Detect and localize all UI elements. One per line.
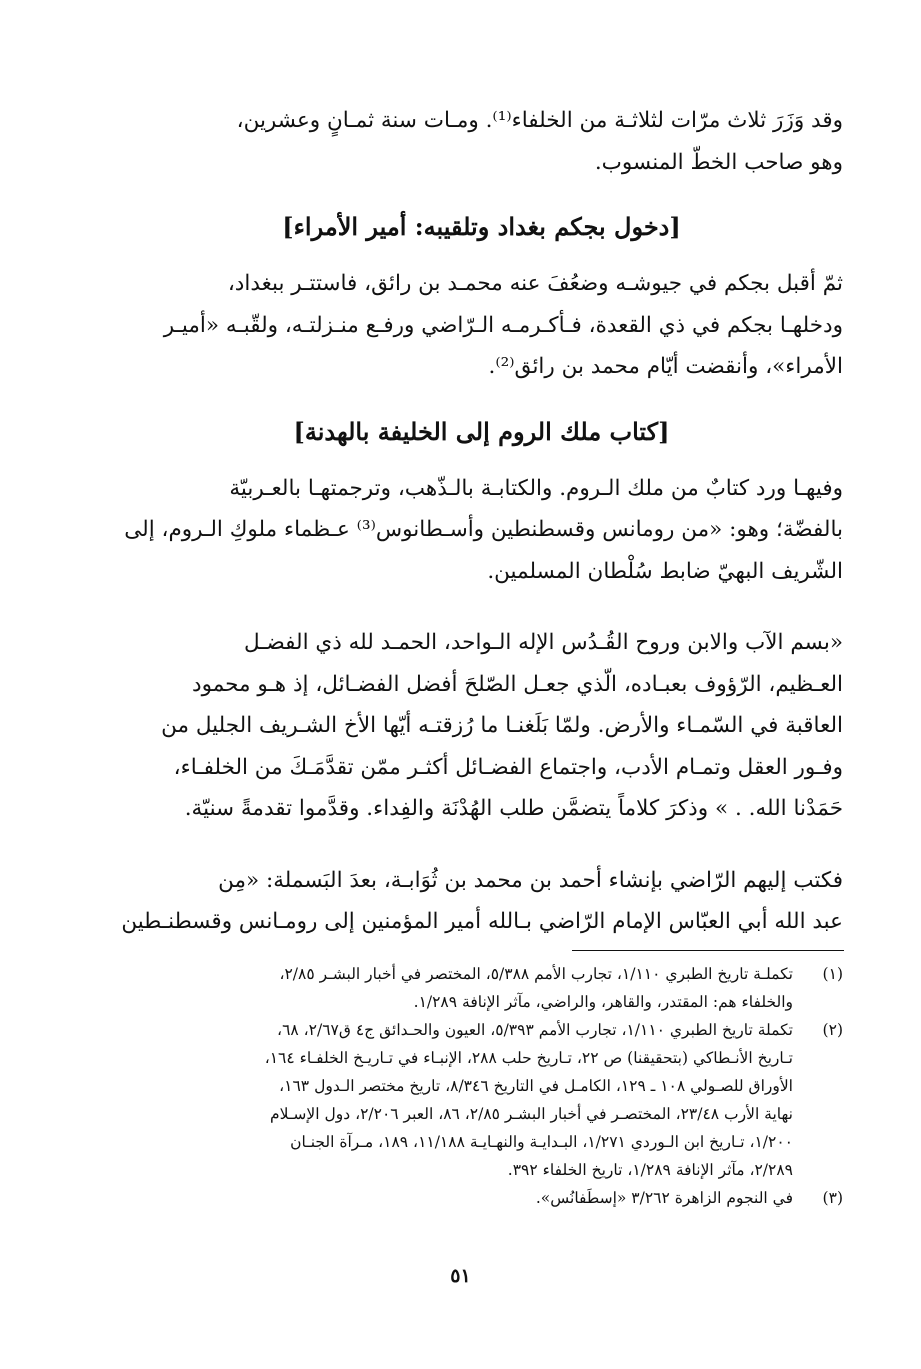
footnote-line: ١/٢٠٠، تـاريخ ابن الـوردي ١/٢٧١، البـدايـة والنهـايـة ١١/١٨٨، ١٨٩، مـرآة الجنـان <box>290 1133 793 1151</box>
text-line: وفيهـا ورد كتابٌ من ملك الـروم. والكتابـة بالـذّهب، وترجمتهـا بالعـربيّة <box>229 475 843 501</box>
footnote-3 <box>120 1184 843 1212</box>
paragraph-radi-reply <box>120 860 843 943</box>
text-line: الأمراء»، وأنقضت أيّام محمد بن رائق⁽²⁾. <box>488 354 843 379</box>
footnote-number: (٢) <box>822 1021 843 1039</box>
footnote-separator <box>572 950 844 951</box>
text-line: ثمّ أقبل بجكم في جيوشـه وضعُفَ عنه محمـد بن رائق، فاستتـر ببغداد، <box>227 271 843 296</box>
footnote-text <box>120 1016 793 1184</box>
page-number: ٥١ <box>450 1265 471 1287</box>
footnote-line: ٢/٢٨٩، مآثر الإنافة ١/٢٨٩، تاريخ الخلفاء ٣٩٢. <box>507 1161 793 1179</box>
footnote-text <box>120 1184 793 1212</box>
text-line: حَمَدْنا الله. . » وذكرَ كلاماً يتضمَّن طلب الهُدْنَة والفِداء. وقدَّموا تقدمةً سنيّة. <box>184 796 843 821</box>
text-line: العاقبة في السّمـاء والأرض. ولمّا بَلَغنـا ما رُزقتـه أيّها الأخ الشـريف الجليل من <box>161 713 843 738</box>
text-line: ودخلهـا بجكم في ذي القعدة، فـأكـرمـه الـرّاضي ورفـع منـزلتـه، ولقّبـه «أميـر <box>163 312 843 338</box>
text-line: وهو صاحب الخطّ المنسوب. <box>594 149 843 175</box>
footnote-line: تكملـة تاريخ الطبري ١/١١٠، تجارب الأمم ٥/٣٨٨، المختصر في أخبار البشـر ٢/٨٥، <box>279 965 793 983</box>
footnote-line: نهاية الأرب ٢٣/٤٨، المختصـر في أخبار البشـر ٢/٨٥، ٨٦، العبر ٢/٢٠٦، دول الإسـلام <box>270 1105 793 1123</box>
text-line: فكتب إليهم الرّاضي بإنشاء أحمد بن محمد بن ثُوَابـة، بعدَ البَسملة: «مِن <box>218 867 843 893</box>
footnote-line: الأوراق للصـولي ١٠٨ ـ ١٢٩، الكامـل في التاريخ ٨/٣٤٦، تاريخ مختصر الـدول ١٦٣، <box>279 1077 793 1095</box>
footnotes <box>120 960 843 1212</box>
footnote-2 <box>120 1016 843 1184</box>
section-heading-byzantine-letter: [كتاب ملك الروم إلى الخليفة بالهدنة] <box>293 416 670 446</box>
text-line: وفـور العقل وتمـام الأدب، واجتماع الفضـائل أكثـر ممّن تقدَّمَـكَ من الخلفـاء، <box>173 754 843 780</box>
paragraph-bajkam-baghdad <box>120 263 843 388</box>
section-heading-bajkam: [دخول بجكم بغداد وتلقيبه: أمير الأمراء] <box>282 212 681 241</box>
footnote-number: (١) <box>822 965 843 983</box>
text-line: عبد الله أبي العبّاس الإمام الرّاضي بـالله أمير المؤمنين إلى رومـانس وقسطنـطين <box>121 909 843 934</box>
paragraph-letter-arrival <box>120 468 843 593</box>
text-line: وقد وَزَرَ ثلاث مرّات لثلاثـة من الخلفاء⁽¹⁾. ومـات سنة ثمـانٍ وعشرين، <box>236 108 843 133</box>
text-line: الشّريف البهيّ ضابط سُلْطان المسلمين. <box>487 558 843 584</box>
footnote-number: (٣) <box>822 1189 843 1207</box>
main-text <box>120 100 843 943</box>
text-line: بالفضّة؛ وهو: «من رومانس وقسطنطين وأسـطانوس⁽³⁾ عـظماء ملوكِ الـروم، إلى <box>124 517 843 542</box>
paragraph-letter-quote <box>120 622 843 830</box>
paragraph-vizier-death <box>120 100 843 183</box>
footnote-line: والخلفاء هم: المقتدر، والقاهر، والراضي، مآثر الإنافة ١/٢٨٩. <box>413 993 793 1011</box>
footnote-line: تـاريخ الأنـطاكي (بتحقيقنا) ص ٢٢، تـاريخ حلب ٢٨٨، الإنبـاء في تـاريـخ الخلفـاء ١٦٤، <box>264 1049 793 1067</box>
text-line: العـظيم، الرّؤوف بعبـاده، الّذي جعـل الصّلحَ أفضل الفضـائل، إذ هـو محمود <box>192 671 843 697</box>
footnote-line: في النجوم الزاهرة ٣/٢٦٢ «إسطَفانُس». <box>535 1189 793 1207</box>
footnote-line: تكملة تاريخ الطبري ١/١١٠، تجارب الأمم ٥/٣٩٣، العيون والحـدائق ج٤ ق٢/٦٧، ٦٨، <box>277 1021 793 1039</box>
footnote-1 <box>120 960 843 1016</box>
text-line: «بسم الآب والابن وروح القُـدُس الإله الـواحد، الحمـد لله ذي الفضـل <box>243 630 843 655</box>
footnote-text <box>120 960 793 1016</box>
